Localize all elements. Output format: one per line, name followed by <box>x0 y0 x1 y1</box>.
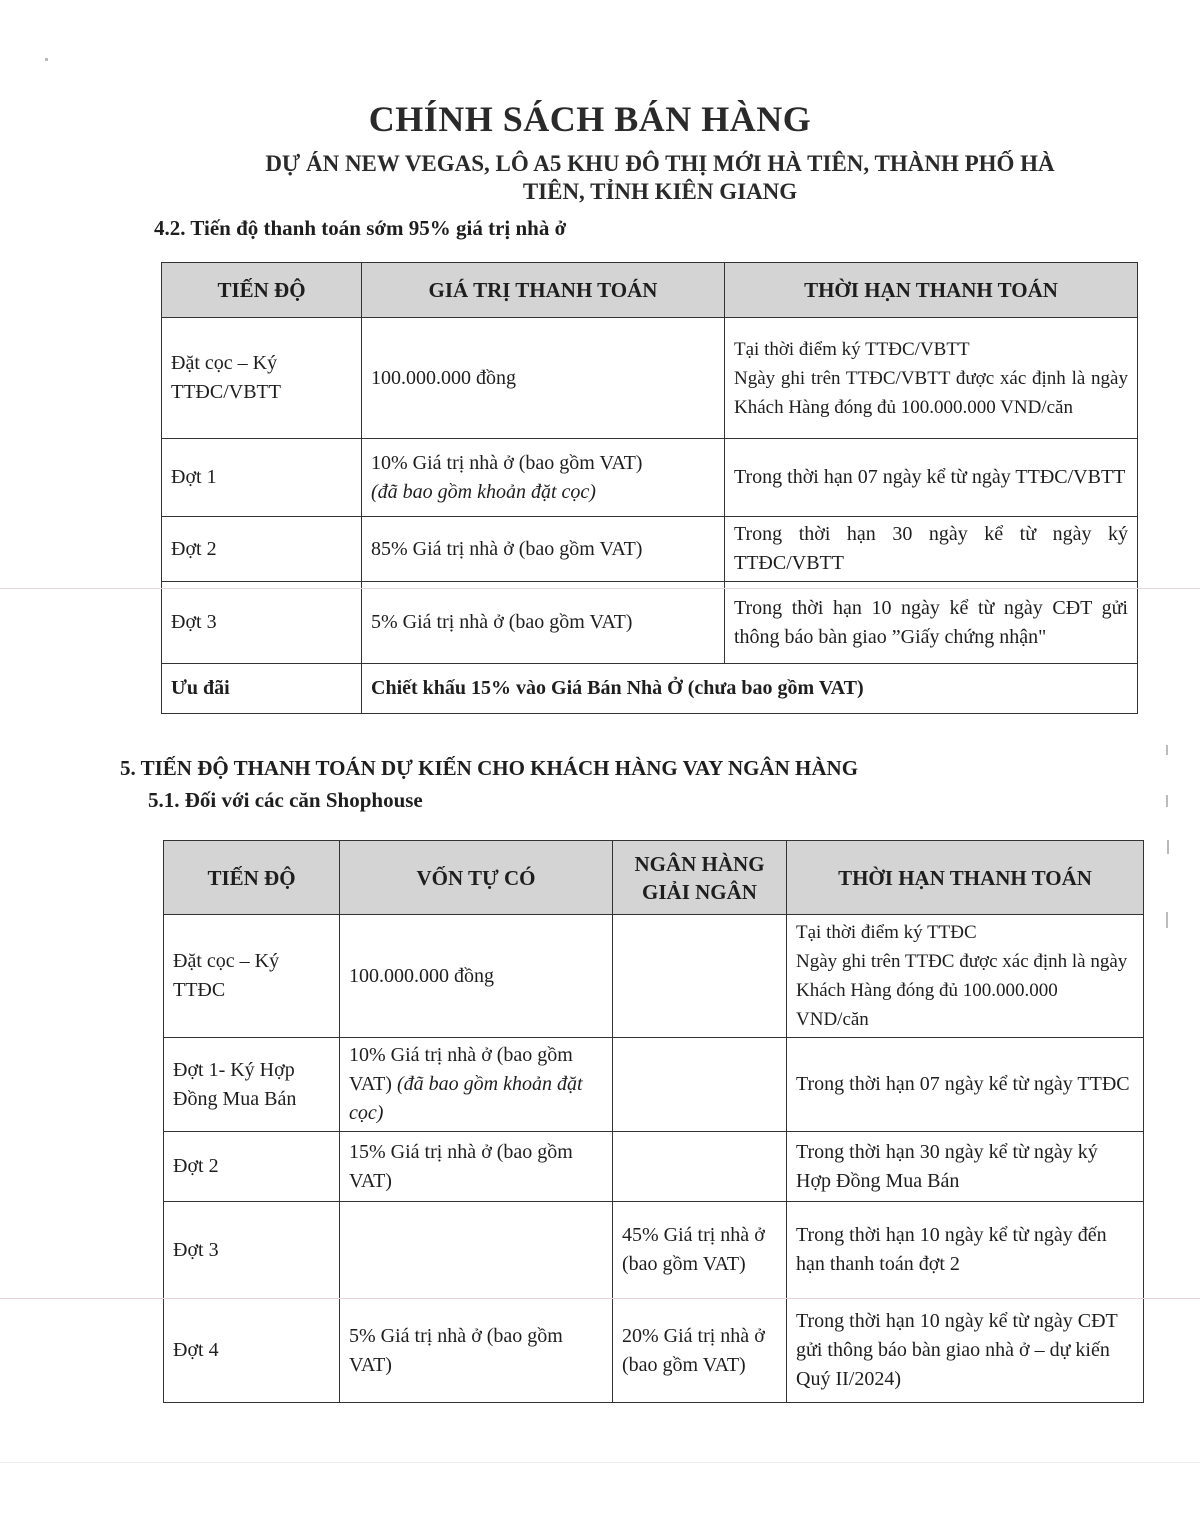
value-cell <box>362 439 725 517</box>
bank-disbursement-cell <box>613 915 787 1038</box>
scan-line <box>0 1462 1200 1463</box>
table-row <box>162 318 1138 439</box>
deadline-cell: Trong thời hạn 10 ngày kể từ ngày CĐT gửi thông báo bàn giao nhà ở – dự kiến Quý II/2024) <box>787 1299 1144 1403</box>
table-row <box>162 517 1138 582</box>
table-row <box>162 439 1138 517</box>
stage-cell: Đặt cọc – Ký TTĐC <box>164 915 340 1038</box>
section-5-1-heading: 5.1. Đối với các căn Shophouse <box>148 788 423 812</box>
value-text: 10% Giá trị nhà ở (bao gồm VAT) <box>371 451 643 474</box>
deadline-cell: Trong thời hạn 10 ngày kể từ ngày CĐT gửi thông báo bàn giao ”Giấy chứng nhận" <box>725 582 1138 664</box>
deadline-cell: Trong thời hạn 07 ngày kể từ ngày TTĐC <box>787 1038 1144 1132</box>
value-cell: 100.000.000 đồng <box>362 318 725 439</box>
value-note: (đã bao gồm khoản đặt cọc) <box>371 480 596 503</box>
deadline-cell: Trong thời hạn 07 ngày kể từ ngày TTĐC/VBTT <box>725 439 1138 517</box>
stage-cell: Đợt 4 <box>164 1299 340 1403</box>
incentive-label: Ưu đãi <box>162 664 362 714</box>
column-header: NGÂN HÀNG GIẢI NGÂN <box>613 841 787 915</box>
scan-speck <box>1166 912 1168 928</box>
value-cell: 85% Giá trị nhà ở (bao gồm VAT) <box>362 517 725 582</box>
own-capital-cell: 15% Giá trị nhà ở (bao gồm VAT) <box>340 1132 613 1202</box>
table-row <box>164 1132 1144 1202</box>
document-subtitle: DỰ ÁN NEW VEGAS, LÔ A5 KHU ĐÔ THỊ MỚI HÀ TIÊN, THÀNH PHỐ HÀ TIÊN, TỈNH KIÊN GIANG <box>265 151 1055 204</box>
deadline-cell <box>787 915 1144 1038</box>
table-row <box>164 1202 1144 1299</box>
scan-speck <box>45 58 48 61</box>
column-header: VỐN TỰ CÓ <box>340 841 613 915</box>
stage-cell: Đặt cọc – Ký TTĐC/VBTT <box>162 318 362 439</box>
deadline-cell: Trong thời hạn 30 ngày kể từ ngày ký Hợp Đồng Mua Bán <box>787 1132 1144 1202</box>
bank-disbursement-cell <box>613 1038 787 1132</box>
early-payment-table <box>161 262 1138 714</box>
column-header: THỜI HẠN THANH TOÁN <box>725 263 1138 318</box>
column-header: GIÁ TRỊ THANH TOÁN <box>362 263 725 318</box>
stage-cell: Đợt 2 <box>162 517 362 582</box>
deadline-line: Tại thời điểm ký TTĐC <box>796 922 977 943</box>
table-row <box>164 1299 1144 1403</box>
stage-cell: Đợt 3 <box>162 582 362 664</box>
stage-cell: Đợt 3 <box>164 1202 340 1299</box>
column-header: THỜI HẠN THANH TOÁN <box>787 841 1144 915</box>
document-title: CHÍNH SÁCH BÁN HÀNG <box>368 99 812 139</box>
incentive-text: Chiết khấu 15% vào Giá Bán Nhà Ở (chưa bao gồm VAT) <box>362 664 1138 714</box>
deadline-cell: Trong thời hạn 10 ngày kể từ ngày đến hạn thanh toán đợt 2 <box>787 1202 1144 1299</box>
deadline-line: Ngày ghi trên TTĐC được xác định là ngày Khách Hàng đóng đủ 100.000.000 VND/căn <box>796 951 1128 1030</box>
bank-disbursement-cell: 20% Giá trị nhà ở (bao gồm VAT) <box>613 1299 787 1403</box>
scan-speck <box>1167 840 1169 854</box>
table-row <box>162 582 1138 664</box>
value-cell: 5% Giá trị nhà ở (bao gồm VAT) <box>362 582 725 664</box>
bank-disbursement-cell: 45% Giá trị nhà ở (bao gồm VAT) <box>613 1202 787 1299</box>
table-row <box>164 1038 1144 1132</box>
section-4-2-heading: 4.2. Tiến độ thanh toán sớm 95% giá trị nhà ở <box>154 216 567 240</box>
table-row <box>164 915 1144 1038</box>
scan-speck <box>1166 795 1168 807</box>
own-capital-note: (đã bao gồm khoản đặt cọc) <box>349 1073 583 1124</box>
own-capital-cell <box>340 1038 613 1132</box>
deadline-line: Ngày ghi trên TTĐC/VBTT được xác định là ngày Khách Hàng đóng đủ 100.000.000 VND/căn <box>734 367 1128 418</box>
scan-line <box>0 588 1200 589</box>
column-header: TIẾN ĐỘ <box>164 841 340 915</box>
deadline-cell: Trong thời hạn 30 ngày kể từ ngày ký TTĐC/VBTT <box>725 517 1138 582</box>
table-row <box>162 664 1138 714</box>
stage-cell: Đợt 2 <box>164 1132 340 1202</box>
table-header-row <box>164 841 1144 915</box>
bank-loan-payment-table <box>163 840 1144 1403</box>
bank-disbursement-cell <box>613 1132 787 1202</box>
deadline-cell <box>725 318 1138 439</box>
column-header: TIẾN ĐỘ <box>162 263 362 318</box>
deadline-line: Tại thời điểm ký TTĐC/VBTT <box>734 338 970 360</box>
own-capital-cell <box>340 1202 613 1299</box>
scan-line <box>0 1298 1200 1299</box>
own-capital-text: 10% Giá trị nhà ở (bao gồm VAT) <box>349 1044 573 1095</box>
stage-cell: Đợt 1- Ký Hợp Đồng Mua Bán <box>164 1038 340 1132</box>
section-5-heading: 5. TIẾN ĐỘ THANH TOÁN DỰ KIẾN CHO KHÁCH HÀNG VAY NGÂN HÀNG <box>120 756 859 780</box>
own-capital-cell: 5% Giá trị nhà ở (bao gồm VAT) <box>340 1299 613 1403</box>
own-capital-cell: 100.000.000 đồng <box>340 915 613 1038</box>
table-header-row <box>162 263 1138 318</box>
stage-cell: Đợt 1 <box>162 439 362 517</box>
scan-speck <box>1166 745 1168 755</box>
